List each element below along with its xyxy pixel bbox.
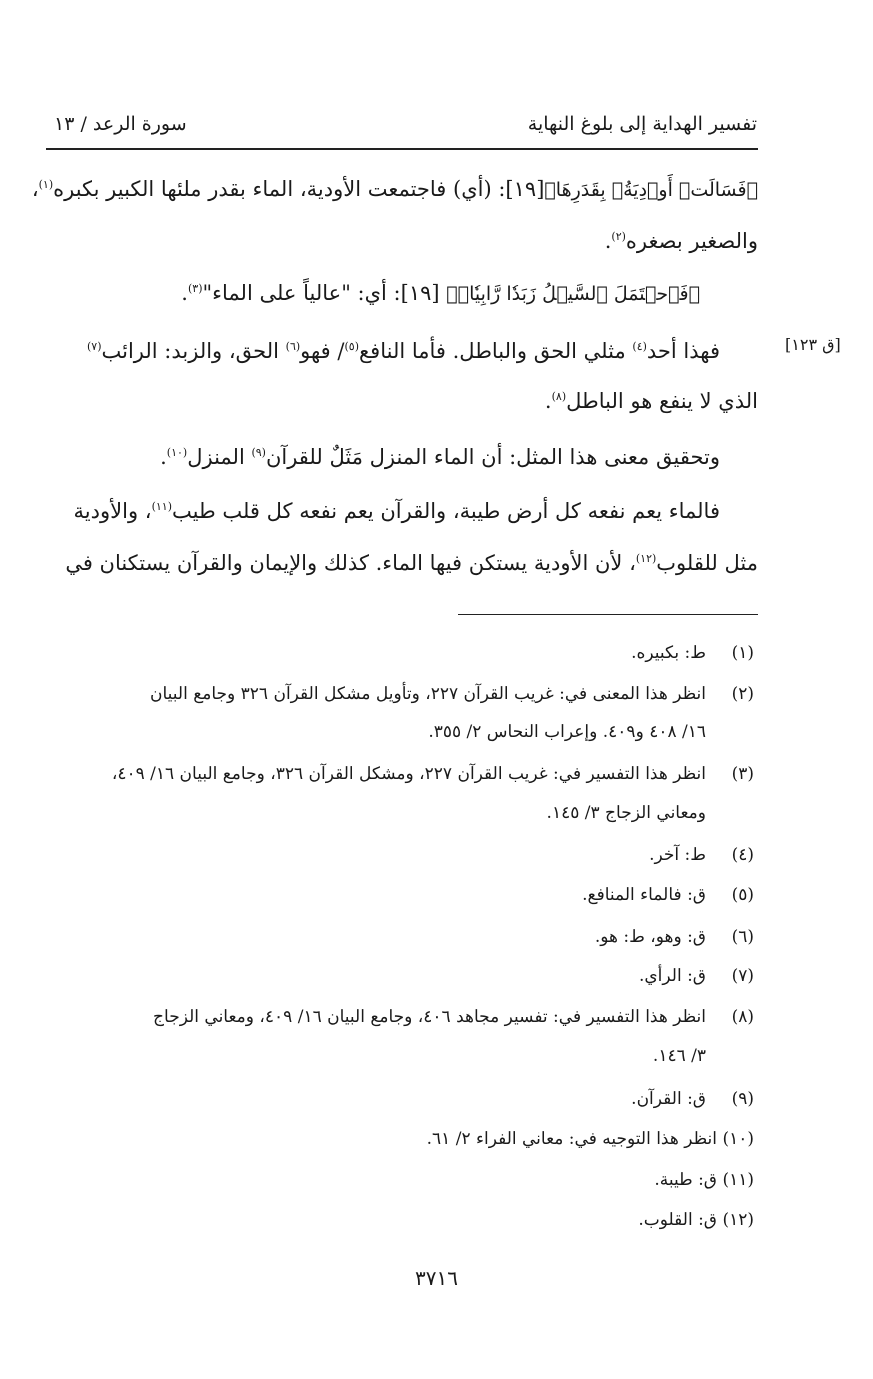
main-text <box>31 170 758 610</box>
footnote-text: انظر هذا التفسير في: غريب القرآن ٢٢٧، ومشكل القرآن ٣٢٦، وجامع البيان ١٦/ ٤٠٩، <box>111 764 706 784</box>
footnote-number: (١٠) <box>722 1129 754 1149</box>
footnote-marker: (٦) <box>285 340 301 353</box>
footnote-text: ط: بكبيره. <box>631 643 706 663</box>
text-line-1 <box>32 174 758 205</box>
footnote-text: ق: القرآن. <box>631 1089 706 1109</box>
text-line-2 <box>605 226 758 256</box>
footnote-number: (٣) <box>731 764 754 784</box>
text-segment: . <box>181 281 188 305</box>
text-segment: الحق، والزبد: الرائب <box>101 339 286 363</box>
footnote-number: (٤) <box>731 845 754 865</box>
footnote-text-continued: ٣/ ١٤٦. <box>652 1046 706 1066</box>
footnote-text: ق: وهو، ط: هو. <box>594 927 706 947</box>
footnote-marker: (٢) <box>611 230 626 243</box>
footnote-marker: (٤) <box>632 340 647 353</box>
page-number: ٣٧١٦ <box>415 1266 458 1290</box>
footnote-text: ق: القلوب. <box>638 1210 717 1230</box>
text-segment: [١٩]: أي: "عالياً على الماء" <box>202 281 440 305</box>
footnote-text: ق: الرأي. <box>638 966 706 986</box>
footnote-number: (١١) <box>722 1170 754 1190</box>
footnote-marker: (١) <box>38 178 54 191</box>
footnote-text: ق: فالماء المنافع. <box>582 885 706 905</box>
footnote-number: (٦) <box>731 927 754 947</box>
text-line-4 <box>87 336 720 366</box>
text-segment: مثلي الحق والباطل. فأما النافع <box>359 339 633 363</box>
footnote-number: (٨) <box>731 1007 754 1027</box>
footnote-text-continued: ١٦/ ٤٠٨ و٤٠٩. وإعراب النحاس ٢/ ٣٥٥. <box>428 722 706 742</box>
text-segment: . <box>544 389 552 413</box>
text-line-8 <box>65 548 758 578</box>
text-line-6 <box>160 442 720 472</box>
footnote-text: ط: آخر. <box>649 845 706 865</box>
footnote-number: (٢) <box>731 684 754 704</box>
footnote-separator <box>458 614 758 615</box>
text-segment: . <box>160 445 167 469</box>
text-segment: / فهو <box>300 339 345 363</box>
surah-reference: سورة الرعد / ١٣ <box>54 113 187 135</box>
footnote-marker: (١١) <box>151 500 172 513</box>
text-segment: ، <box>31 177 39 201</box>
footnote-marker: (٣) <box>187 282 203 295</box>
footnote-number: (٥) <box>731 885 754 905</box>
text-segment: [١٩]: (أي) فاجتمعت الأودية، الماء بقدر ملئها الكبير بكبره <box>53 177 545 201</box>
footnote-number: (٩) <box>731 1089 754 1109</box>
text-segment: والصغير بصغره <box>625 229 758 253</box>
text-segment: وتحقيق معنى هذا المثل: أن الماء المنزل مَثَلٌ للقرآن <box>265 445 720 469</box>
footnote-marker: (٨) <box>551 390 567 403</box>
text-segment: فهذا أحد <box>646 339 720 363</box>
footnote-marker: (١٢) <box>635 552 657 565</box>
text-line-5 <box>545 386 758 416</box>
text-line-3 <box>181 278 700 309</box>
footnote-number: (٧) <box>731 966 754 986</box>
text-segment: ، والأودية <box>73 499 152 523</box>
footnote-number: (١٢) <box>722 1210 754 1230</box>
quran-verse: ﴿فَٱحۡتَمَلَ ٱلسَّيۡلُ زَبَدٗا رَّابِيٗاۖ﴾ <box>446 283 700 305</box>
text-line-7 <box>74 496 720 526</box>
header-rule <box>46 148 758 150</box>
text-segment: فالماء يعم نفعه كل أرض طيبة، والقرآن يعم نفعه كل قلب طيب <box>171 499 720 523</box>
footnote-text: انظر هذا التفسير في: تفسير مجاهد ٤٠٦، وجامع البيان ١٦/ ٤٠٩، ومعاني الزجاج <box>153 1007 706 1027</box>
text-segment: . <box>604 229 612 253</box>
footnote-text: انظر هذا التوجيه في: معاني الفراء ٢/ ٦١. <box>426 1129 717 1149</box>
footnote-number: (١) <box>731 643 754 663</box>
footnote-marker: (٥) <box>344 340 359 353</box>
text-segment: ، لأن الأودية يستكن فيها الماء. كذلك والإيمان والقرآن يستكنان في <box>65 551 636 575</box>
footnote-text-continued: ومعاني الزجاج ٣/ ١٤٥. <box>546 803 706 823</box>
book-title: تفسير الهداية إلى بلوغ النهاية <box>527 113 757 135</box>
manuscript-folio-note: [ق ١٢٣] <box>785 335 841 354</box>
footnote-marker: (١٠) <box>166 446 188 459</box>
text-segment: المنزل <box>187 445 252 469</box>
quran-verse: ﴿فَسَالَتۡ أَوۡدِيَةُۢ بِقَدَرِهَا﴾ <box>544 179 758 201</box>
footnote-text: ق: طيبة. <box>654 1170 717 1190</box>
footnote-marker: (٧) <box>86 340 102 353</box>
footnote-text: انظر هذا المعنى في: غريب القرآن ٢٢٧، وتأويل مشكل القرآن ٣٢٦ وجامع البيان <box>149 684 706 704</box>
footnote-marker: (٩) <box>251 446 266 459</box>
text-segment: الذي لا ينفع هو الباطل <box>566 389 758 413</box>
text-segment: مثل للقلوب <box>656 551 758 575</box>
